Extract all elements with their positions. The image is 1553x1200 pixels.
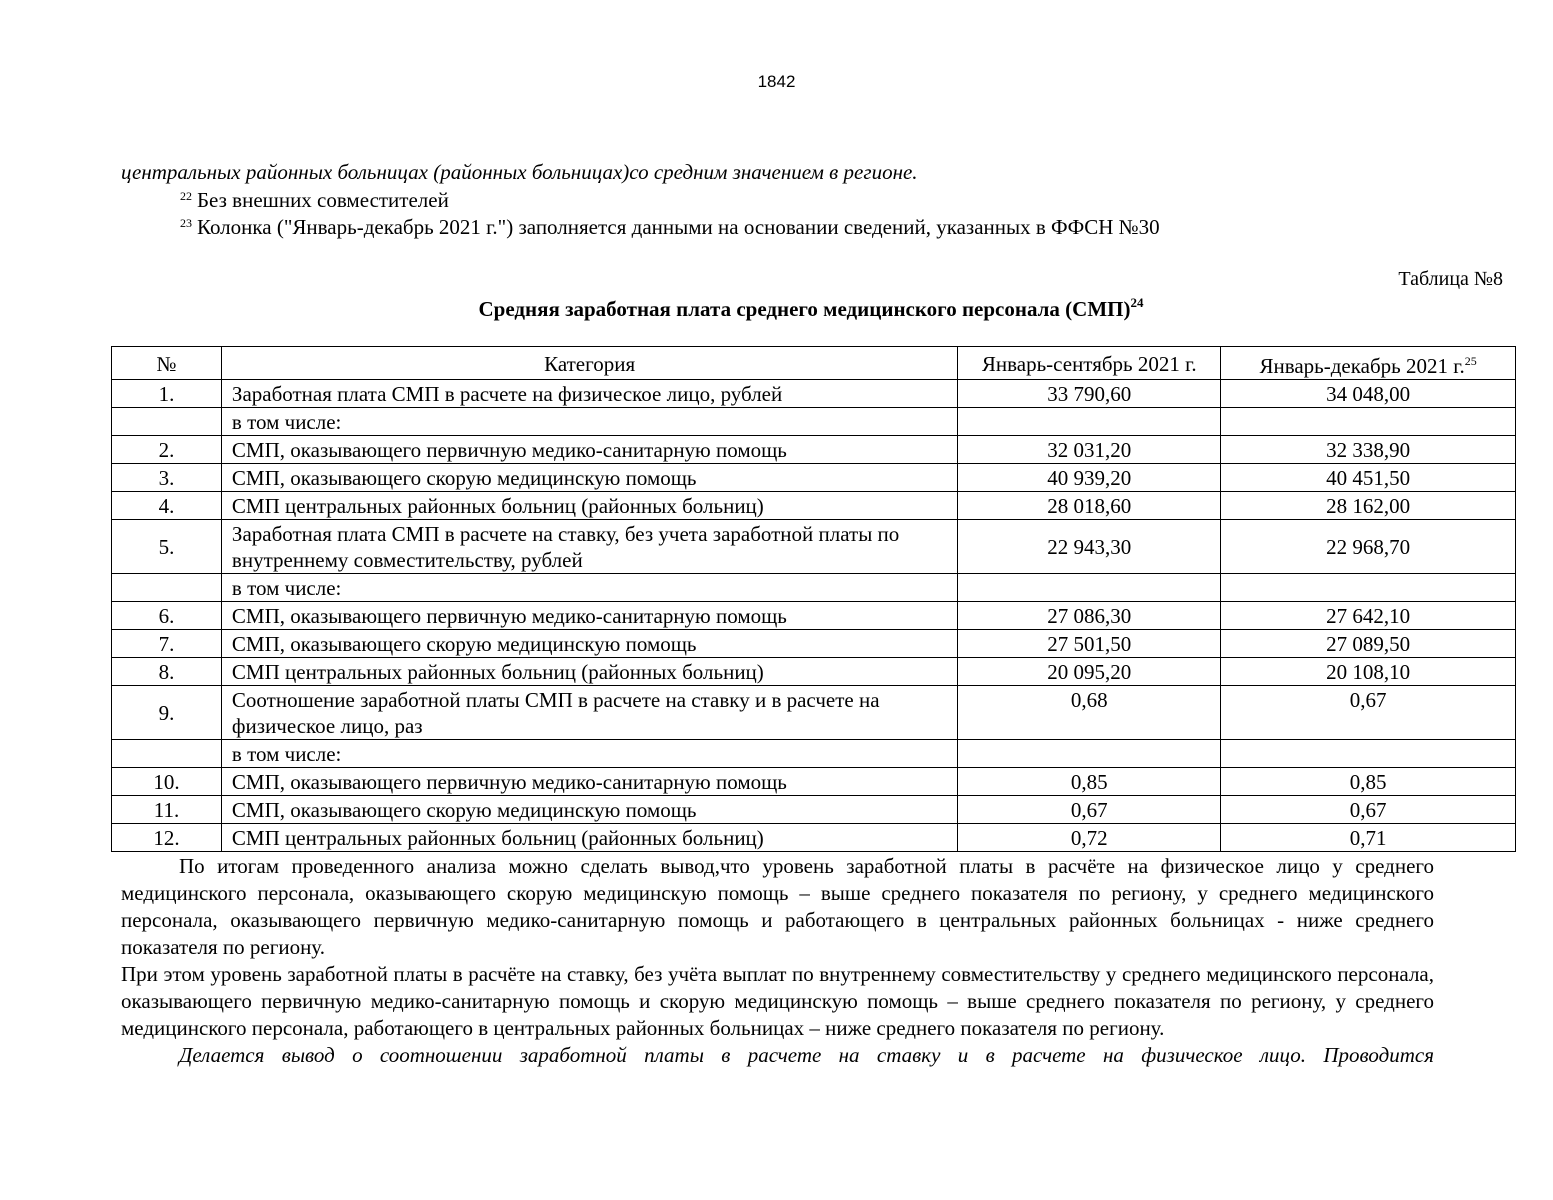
- table-title-sup: 24: [1130, 295, 1144, 310]
- cell-category: СМП, оказывающего первичную медико-санитарную помощь: [221, 436, 957, 464]
- table-row: [112, 602, 1516, 630]
- cell-jan-sep: [958, 574, 1221, 602]
- cell-num: 11.: [112, 796, 222, 824]
- table-title: [0, 295, 1553, 322]
- cell-jan-dec: 0,67: [1221, 796, 1516, 824]
- table-row: [112, 768, 1516, 796]
- cell-category: Заработная плата СМП в расчете на ставку, без учета заработной платы по внутреннему совместительству, рублей: [221, 520, 957, 574]
- table-row: [112, 686, 1516, 740]
- footnote-22-text: Без внешних совместителей: [197, 188, 449, 212]
- cell-num: 5.: [112, 520, 222, 574]
- cell-jan-sep: 27 501,50: [958, 630, 1221, 658]
- cell-num: 1.: [112, 380, 222, 408]
- cell-num: 2.: [112, 436, 222, 464]
- footnote-continuation: центральных районных больницах (районных больницах)со средним значением в регионе.: [121, 160, 918, 184]
- cell-category: в том числе:: [221, 408, 957, 436]
- cell-category: СМП, оказывающего первичную медико-санитарную помощь: [221, 768, 957, 796]
- cell-jan-dec: 20 108,10: [1221, 658, 1516, 686]
- cell-num: [112, 574, 222, 602]
- cell-num: 6.: [112, 602, 222, 630]
- table-row: [112, 658, 1516, 686]
- table-row: [112, 796, 1516, 824]
- table-row: [112, 740, 1516, 768]
- cell-category: в том числе:: [221, 740, 957, 768]
- cell-jan-dec: 22 968,70: [1221, 520, 1516, 574]
- cell-jan-sep: 0,85: [958, 768, 1221, 796]
- cell-num: 8.: [112, 658, 222, 686]
- cell-category: СМП, оказывающего первичную медико-санитарную помощь: [221, 602, 957, 630]
- cell-category: СМП, оказывающего скорую медицинскую помощь: [221, 464, 957, 492]
- table-body: [112, 380, 1516, 852]
- cell-num: 9.: [112, 686, 222, 740]
- cell-jan-dec: [1221, 408, 1516, 436]
- table-row: [112, 630, 1516, 658]
- table-label: Таблица №8: [1398, 268, 1503, 290]
- cell-jan-dec: 27 642,10: [1221, 602, 1516, 630]
- table-row: [112, 380, 1516, 408]
- cell-jan-sep: 20 095,20: [958, 658, 1221, 686]
- cell-category: СМП центральных районных больниц (районных больниц): [221, 492, 957, 520]
- cell-jan-dec: [1221, 740, 1516, 768]
- cell-jan-dec: [1221, 574, 1516, 602]
- cell-num: [112, 740, 222, 768]
- table-row: [112, 824, 1516, 852]
- table-row: [112, 574, 1516, 602]
- cell-jan-dec: 27 089,50: [1221, 630, 1516, 658]
- cell-jan-sep: 40 939,20: [958, 464, 1221, 492]
- header-category: Категория: [221, 347, 957, 380]
- table-row: [112, 464, 1516, 492]
- cell-num: 12.: [112, 824, 222, 852]
- page-number: 1842: [757, 72, 796, 91]
- cell-category: Заработная плата СМП в расчете на физическое лицо, рублей: [221, 380, 957, 408]
- table-title-text: Средняя заработная плата среднего медицинского персонала (СМП): [478, 297, 1131, 321]
- cell-jan-dec: 0,85: [1221, 768, 1516, 796]
- cell-jan-sep: 27 086,30: [958, 602, 1221, 630]
- cell-jan-sep: [958, 408, 1221, 436]
- table-header-row: [112, 347, 1516, 380]
- cell-jan-sep: 0,67: [958, 796, 1221, 824]
- table-row: [112, 520, 1516, 574]
- cell-num: 4.: [112, 492, 222, 520]
- header-jan-dec: [1221, 347, 1516, 380]
- cell-category: СМП центральных районных больниц (районных больниц): [221, 824, 957, 852]
- cell-category: СМП, оказывающего скорую медицинскую помощь: [221, 796, 957, 824]
- cell-num: [112, 408, 222, 436]
- paragraph-conclusion-physical: По итогам проведенного анализа можно сделать вывод,что уровень заработной платы в расчёте на физическое лицо у среднего медицинского персонала, оказывающего скорую медицинскую помощь – выше среднего показателя по региону, у среднего медицинского персонала, оказывающего первичную медико-санитарную помощь и работающего в центральных районных больницах - ниже среднего показателя по региону.: [121, 854, 1434, 959]
- salary-table: [111, 346, 1516, 852]
- footnote-22-mark: 22: [180, 189, 192, 203]
- cell-jan-dec: 0,67: [1221, 686, 1516, 740]
- cell-jan-dec: 34 048,00: [1221, 380, 1516, 408]
- header-jan-dec-text: Январь-декабрь 2021 г.: [1259, 354, 1465, 378]
- cell-jan-dec: 0,71: [1221, 824, 1516, 852]
- cell-jan-sep: 28 018,60: [958, 492, 1221, 520]
- cell-jan-dec: 40 451,50: [1221, 464, 1516, 492]
- header-num: №: [112, 347, 222, 380]
- footnote-23-mark: 23: [180, 216, 192, 230]
- header-jan-sep: Январь-сентябрь 2021 г.: [958, 347, 1221, 380]
- footnote-22: [180, 188, 449, 213]
- table-row: [112, 436, 1516, 464]
- body-text: [121, 853, 1434, 1069]
- cell-category: СМП, оказывающего скорую медицинскую помощь: [221, 630, 957, 658]
- footnote-23: [180, 215, 1160, 240]
- cell-jan-sep: 33 790,60: [958, 380, 1221, 408]
- table-row: [112, 492, 1516, 520]
- table-row: [112, 408, 1516, 436]
- cell-category: СМП центральных районных больниц (районных больниц): [221, 658, 957, 686]
- cell-num: 3.: [112, 464, 222, 492]
- cell-num: 10.: [112, 768, 222, 796]
- header-jan-dec-sup: 25: [1464, 354, 1477, 368]
- cell-num: 7.: [112, 630, 222, 658]
- cell-category: в том числе:: [221, 574, 957, 602]
- cell-jan-sep: [958, 740, 1221, 768]
- paragraph-ratio-note: Делается вывод о соотношении заработной платы в расчете на ставку и в расчете на физическое лицо. Проводится: [179, 1043, 1434, 1067]
- cell-jan-dec: 32 338,90: [1221, 436, 1516, 464]
- cell-jan-sep: 22 943,30: [958, 520, 1221, 574]
- cell-jan-sep: 32 031,20: [958, 436, 1221, 464]
- footnote-23-text: Колонка ("Январь-декабрь 2021 г.") заполняется данными на основании сведений, указанных в ФФСН №30: [197, 215, 1160, 239]
- paragraph-conclusion-rate: При этом уровень заработной платы в расчёте на ставку, без учёта выплат по внутреннему совместительству у среднего медицинского персонала, оказывающего первичную медико-санитарную помощь и скорую медицинскую помощь – выше среднего показателя по региону, у среднего медицинского персонала, работающего в центральных районных больницах – ниже среднего показателя по региону.: [121, 962, 1434, 1040]
- cell-jan-sep: 0,68: [958, 686, 1221, 740]
- cell-category: Соотношение заработной платы СМП в расчете на ставку и в расчете на физическое лицо, раз: [221, 686, 957, 740]
- cell-jan-dec: 28 162,00: [1221, 492, 1516, 520]
- cell-jan-sep: 0,72: [958, 824, 1221, 852]
